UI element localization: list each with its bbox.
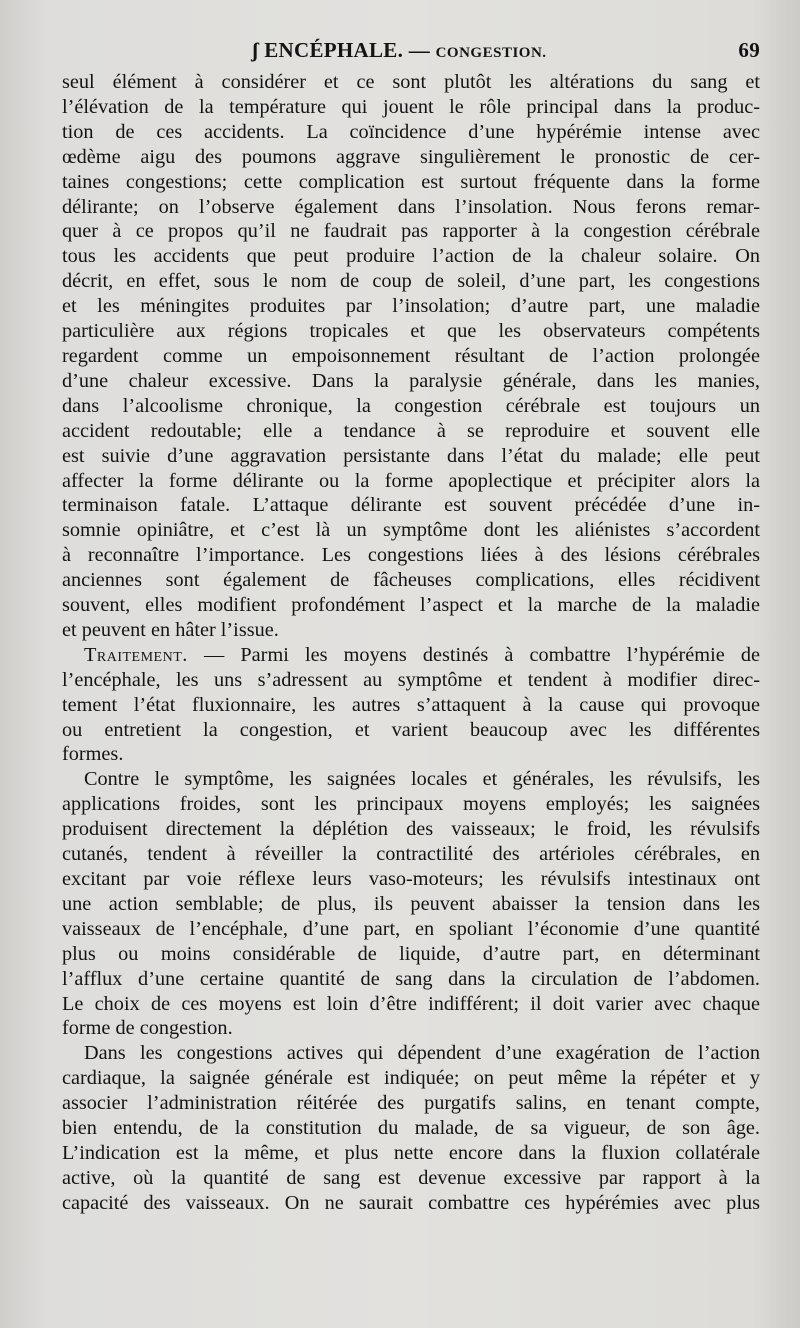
text-line — [62, 1016, 760, 1041]
text-line — [62, 319, 760, 344]
text-line — [62, 120, 760, 145]
text-line — [62, 394, 760, 419]
line-text: tous les accidents que peut produire l’action de la chaleur solaire. On — [62, 245, 760, 268]
text-line — [62, 469, 760, 494]
text-line — [62, 792, 760, 817]
text-line — [62, 1141, 760, 1166]
line-text: œdème aigu des poumons aggrave singulièrement le pronostic de cer- — [62, 145, 760, 168]
line-text: regardent comme un empoisonnement résultant de l’action prolongée — [62, 344, 760, 367]
line-text: somnie opiniâtre, et c’est là un symptôme dont les aliénistes s’accordent — [62, 519, 760, 542]
line-text: capacité des vaisseaux. On ne saurait combattre ces hypérémies avec plus — [62, 1191, 760, 1214]
text-line — [62, 693, 760, 718]
text-line — [62, 95, 760, 120]
line-text: seul élément à considérer et ce sont plutôt les altérations du sang et — [62, 71, 760, 93]
text-line — [62, 419, 760, 444]
line-text: anciennes sont également de fâcheuses complications, elles récidivent — [62, 569, 760, 592]
line-text: active, où la quantité de sang est devenue excessive par rapport à la — [62, 1166, 760, 1189]
body-text — [62, 70, 760, 1216]
line-text: excitant par voie réflexe leurs vaso-moteurs; les révulsifs intestinaux ont — [62, 868, 760, 890]
text-line — [62, 543, 760, 568]
line-text: produisent directement la déplétion des vaisseaux; le froid, les révulsifs — [62, 818, 760, 841]
text-line — [62, 742, 760, 767]
line-text: quer à ce propos qu’il ne faudrait pas rapporter à la congestion cérébrale — [62, 220, 760, 243]
text-line — [62, 593, 760, 618]
line-text: souvent, elles modifient profondément l’aspect et la marche de la maladie — [62, 594, 760, 617]
line-text: l’élévation de la température qui jouent le rôle principal dans la produc- — [62, 95, 760, 118]
text-line — [62, 842, 760, 867]
line-text: et peuvent en hâter l’issue. — [62, 618, 279, 641]
line-text: applications froides, sont les principaux moyens employés; les saignées — [62, 793, 760, 816]
text-line — [62, 1066, 760, 1091]
text-line — [62, 1041, 760, 1066]
line-text: tement l’état fluxionnaire, les autres s’attaquent à la cause qui provoque — [62, 693, 760, 716]
text-line — [62, 643, 760, 668]
text-line — [62, 219, 760, 244]
line-text: forme de congestion. — [62, 1017, 233, 1040]
page-number: 69 — [738, 38, 760, 62]
text-line — [62, 767, 760, 792]
section-heading: Traitement. — [84, 643, 188, 666]
line-text: une action semblable; de plus, ils peuvent abaisser la tension dans les — [62, 892, 760, 915]
text-line — [62, 892, 760, 917]
text-line — [62, 618, 760, 643]
text-line — [62, 269, 760, 294]
text-line — [62, 668, 760, 693]
line-text: particulière aux régions tropicales et que les observateurs compétents — [62, 320, 760, 343]
text-line — [62, 568, 760, 593]
line-text: dans l’alcoolisme chronique, la congestion cérébrale est toujours un — [62, 394, 760, 417]
text-line — [62, 1191, 760, 1216]
text-line — [62, 718, 760, 743]
text-line — [62, 967, 760, 992]
line-text: accident redoutable; elle a tendance à se reproduire et souvent elle — [62, 419, 760, 442]
text-line — [62, 444, 760, 469]
line-text: L’indication est la même, et plus nette encore dans la fluxion collatérale — [62, 1141, 760, 1164]
text-line — [62, 195, 760, 220]
text-line — [62, 1091, 760, 1116]
line-text: ou entretient la congestion, et varient beaucoup avec les différentes — [62, 718, 760, 741]
line-text: taines congestions; cette complication est surtout fréquente dans la forme — [62, 170, 760, 193]
text-line — [62, 244, 760, 269]
text-line — [62, 817, 760, 842]
text-line — [62, 518, 760, 543]
line-text: d’une chaleur excessive. Dans la paralysie générale, dans les manies, — [62, 369, 760, 392]
line-text: vaisseaux de l’encéphale, d’une part, en spoliant l’économie d’une quantité — [62, 917, 760, 940]
line-text: associer l’administration réitérée des purgatifs salins, en tenant compte, — [62, 1092, 760, 1115]
line-text: Contre le symptôme, les saignées locales et générales, les révulsifs, les — [84, 768, 760, 791]
line-text: délirante; on l’observe également dans l’insolation. Nous ferons remar- — [62, 195, 760, 218]
line-text: bien entendu, de la constitution du malade, de sa vigueur, de son âge. — [62, 1117, 760, 1140]
line-text: tion de ces accidents. La coïncidence d’une hypérémie intense avec — [62, 120, 760, 143]
text-line — [62, 369, 760, 394]
text-line — [62, 917, 760, 942]
running-header — [62, 38, 760, 68]
text-line — [62, 70, 760, 95]
text-line — [62, 344, 760, 369]
text-line — [62, 294, 760, 319]
line-text: et les méningites produites par l’insolation; d’autre part, une maladie — [62, 295, 760, 318]
header-mark: ʃ — [252, 38, 259, 62]
text-line — [62, 1116, 760, 1141]
header-title — [252, 38, 547, 63]
line-text: l’encéphale, les uns s’adressent au symptôme et tendent à modifier direc- — [62, 668, 760, 691]
line-text: cutanés, tendent à réveiller la contractilité des artérioles cérébrales, en — [62, 843, 760, 866]
line-text: décrit, en effet, sous le nom de coup de soleil, d’une part, les congestions — [62, 270, 760, 293]
line-text: Dans les congestions actives qui dépendent d’une exagération de l’action — [84, 1042, 760, 1065]
line-text: terminaison fatale. L’attaque délirante est souvent précédée d’une in- — [62, 494, 760, 517]
line-text: — Parmi les moyens destinés à combattre l’hypérémie de — [187, 643, 760, 666]
header-section: ENCÉPHALE. — [264, 38, 404, 62]
line-text: affecter la forme délirante ou la forme apoplectique et précipiter alors la — [62, 469, 760, 492]
text-line — [62, 493, 760, 518]
line-text: formes. — [62, 743, 124, 766]
line-text: cardiaque, la saignée générale est indiquée; on peut même la répéter et y — [62, 1067, 760, 1090]
line-text: à reconnaître l’importance. Les congestions liées à des lésions cérébrales — [62, 544, 760, 567]
line-text: plus ou moins considérable de liquide, d’autre part, en déterminant — [62, 942, 760, 965]
text-line — [62, 992, 760, 1017]
line-text: l’afflux d’une certaine quantité de sang dans la circulation de l’abdomen. — [62, 967, 760, 990]
text-line — [62, 170, 760, 195]
line-text: est suivie d’une aggravation persistante dans l’état du malade; elle peut — [62, 444, 760, 467]
text-line — [62, 942, 760, 967]
line-text: Le choix de ces moyens est loin d’être indifférent; il doit varier avec chaque — [62, 992, 760, 1015]
header-subtitle: CONGESTION. — [435, 45, 547, 61]
text-line — [62, 867, 760, 892]
text-line — [62, 1166, 760, 1191]
text-line — [62, 145, 760, 170]
header-dash: — — [408, 38, 431, 62]
